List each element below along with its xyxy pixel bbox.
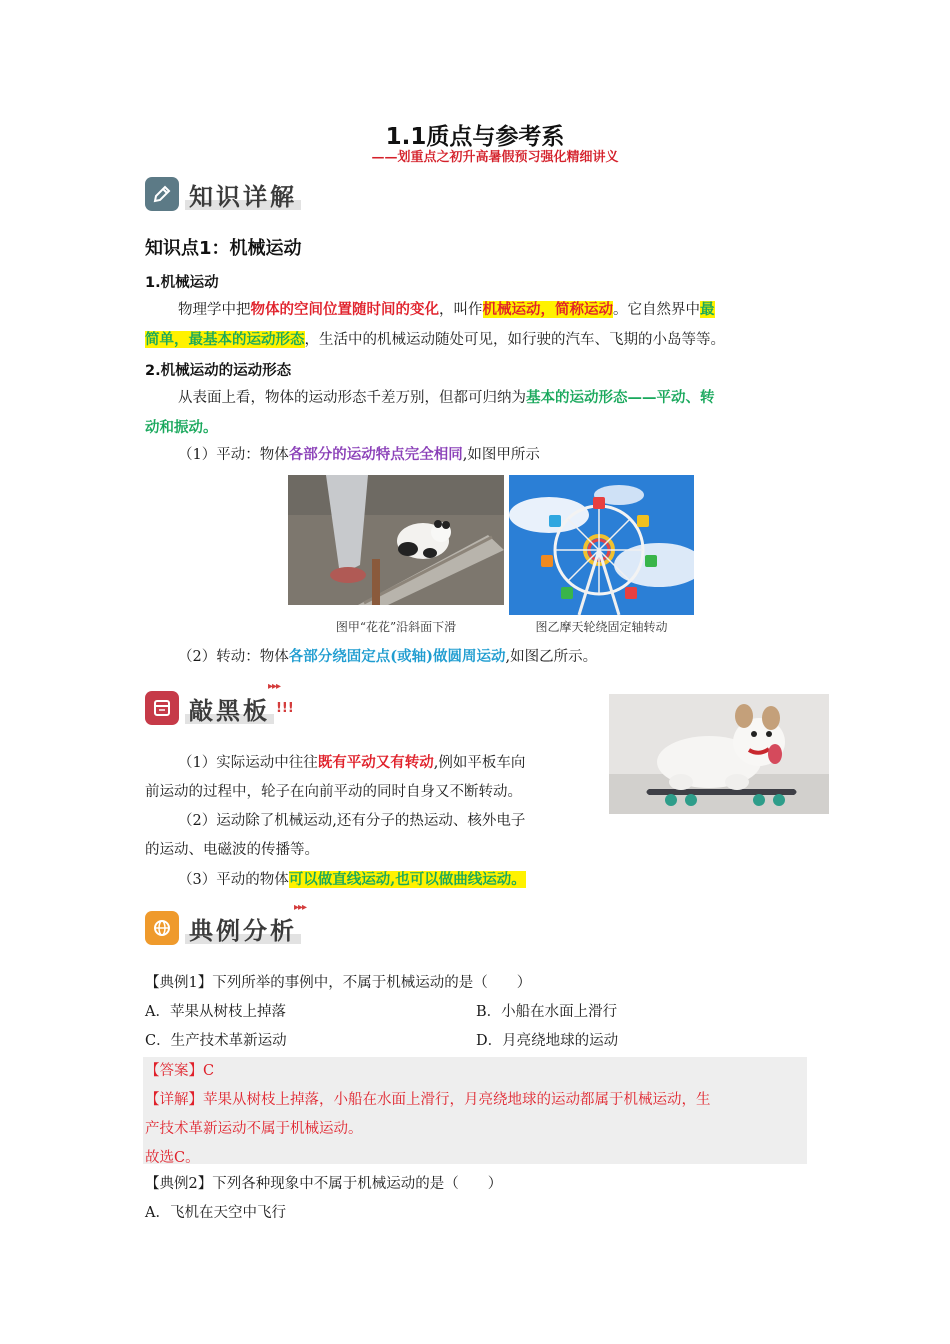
text: ,如图乙所示。 (505, 649, 598, 665)
answer-box (143, 1057, 807, 1164)
text: ,例如平板车向 (433, 755, 526, 771)
example-2-stem: 【典例2】下列各种现象中不属于机械运动的是（ ） (145, 1176, 503, 1192)
subheading-1: 1.机械运动 (145, 275, 219, 291)
page-title: 1.1质点与参考系 (385, 124, 565, 150)
banner-blackboard-label: 敲黑板 (185, 691, 274, 726)
banner-knowledge-label: 知识详解 (185, 177, 301, 212)
text-emphasis: 基本的运动形态——平动、转 (526, 389, 715, 406)
text: 。它自然界中 (613, 302, 700, 318)
text: （1）实际运动中往往 (178, 755, 318, 771)
paragraph-definition (145, 295, 810, 355)
conclusion-line: 故选C。 (145, 1150, 200, 1166)
ferris-wheel-image (509, 475, 694, 615)
text-emphasis: 各部分绕固定点(或轴)做圆周运动 (288, 648, 506, 665)
text: 从表面上看，物体的运动形态千差万别，但都可归纳为 (178, 390, 526, 406)
text: （2）转动：物体 (178, 649, 289, 665)
example-1-option-c: C．生产技术革新运动 (145, 1033, 287, 1049)
text: （2）运动除了机械运动,还有分子的热运动、核外电子 (178, 813, 526, 829)
text: 的运动、电磁波的传播等。 (145, 842, 319, 858)
text-emphasis: 机械运动，简称运动 (482, 301, 613, 318)
text: 前运动的过程中，轮子在向前平动的同时自身又不断转动。 (145, 784, 522, 800)
example-1-option-d: D．月亮绕地球的运动 (476, 1033, 619, 1049)
section-heading: 知识点1：机械运动 (145, 238, 302, 259)
banner-examples (145, 908, 301, 948)
panda-slide-image (288, 475, 504, 605)
caption-ferris-wheel: 图乙摩天轮绕固定轴转动 (535, 620, 668, 634)
paragraph-translation (178, 440, 540, 470)
text-emphasis: 既有平动又有转动 (317, 754, 434, 771)
banner-examples-label: 典例分析 (185, 911, 301, 946)
page-subtitle: ——划重点之初升高暑假预习强化精细讲义 (371, 150, 619, 165)
text-emphasis: 最 (700, 301, 715, 318)
banner-blackboard (145, 688, 294, 728)
text-emphasis: 可以做直线运动,也可以做曲线运动。 (288, 871, 526, 888)
text-emphasis: 简单，最基本的运动形态 (145, 331, 305, 348)
example-1-option-b: B．小船在水面上滑行 (476, 1004, 618, 1020)
text: （3）平动的物体 (178, 872, 289, 888)
caption-panda: 图甲“花花”沿斜面下滑 (335, 620, 457, 634)
pencil-icon (145, 177, 179, 211)
globe-icon (145, 911, 179, 945)
subheading-2: 2.机械运动的运动形态 (145, 363, 292, 379)
example-1-option-a: A．苹果从树枝上掉落 (145, 1004, 286, 1020)
note-icon (145, 691, 179, 725)
text-emphasis: 物体的空间位置随时间的变化 (250, 301, 439, 318)
text-emphasis: 动和振动。 (145, 419, 218, 436)
text: ，叫作 (439, 302, 483, 318)
skateboard-dog-image (609, 694, 829, 814)
answer-line: 【答案】C (145, 1063, 215, 1079)
arrows-decoration: ▸▸▸ (294, 902, 307, 913)
text: ，生活中的机械运动随处可见，如行驶的汽车、飞期的小岛等等。 (304, 332, 725, 348)
text: ,如图甲所示 (462, 447, 540, 463)
detail-line-1: 【详解】苹果从树枝上掉落，小船在水面上滑行，月亮绕地球的运动都属于机械运动，生 (145, 1092, 711, 1108)
text: （1）平动：物体 (178, 447, 289, 463)
arrows-decoration: ▸▸▸ (268, 681, 281, 692)
text-emphasis: 各部分的运动特点完全相同 (288, 446, 463, 463)
paragraph-rotation (178, 642, 597, 672)
blackboard-notes (145, 748, 605, 895)
banner-knowledge (145, 174, 301, 214)
text: 物理学中把 (178, 302, 251, 318)
detail-line-2: 产技术革新运动不属于机械运动。 (145, 1121, 363, 1137)
example-1-stem: 【典例1】下列所举的事例中，不属于机械运动的是（ ） (145, 975, 532, 991)
banner-blackboard-mark: !!! (276, 700, 294, 716)
example-2-option-a: A．飞机在天空中飞行 (145, 1205, 286, 1221)
paragraph-forms (145, 383, 810, 443)
